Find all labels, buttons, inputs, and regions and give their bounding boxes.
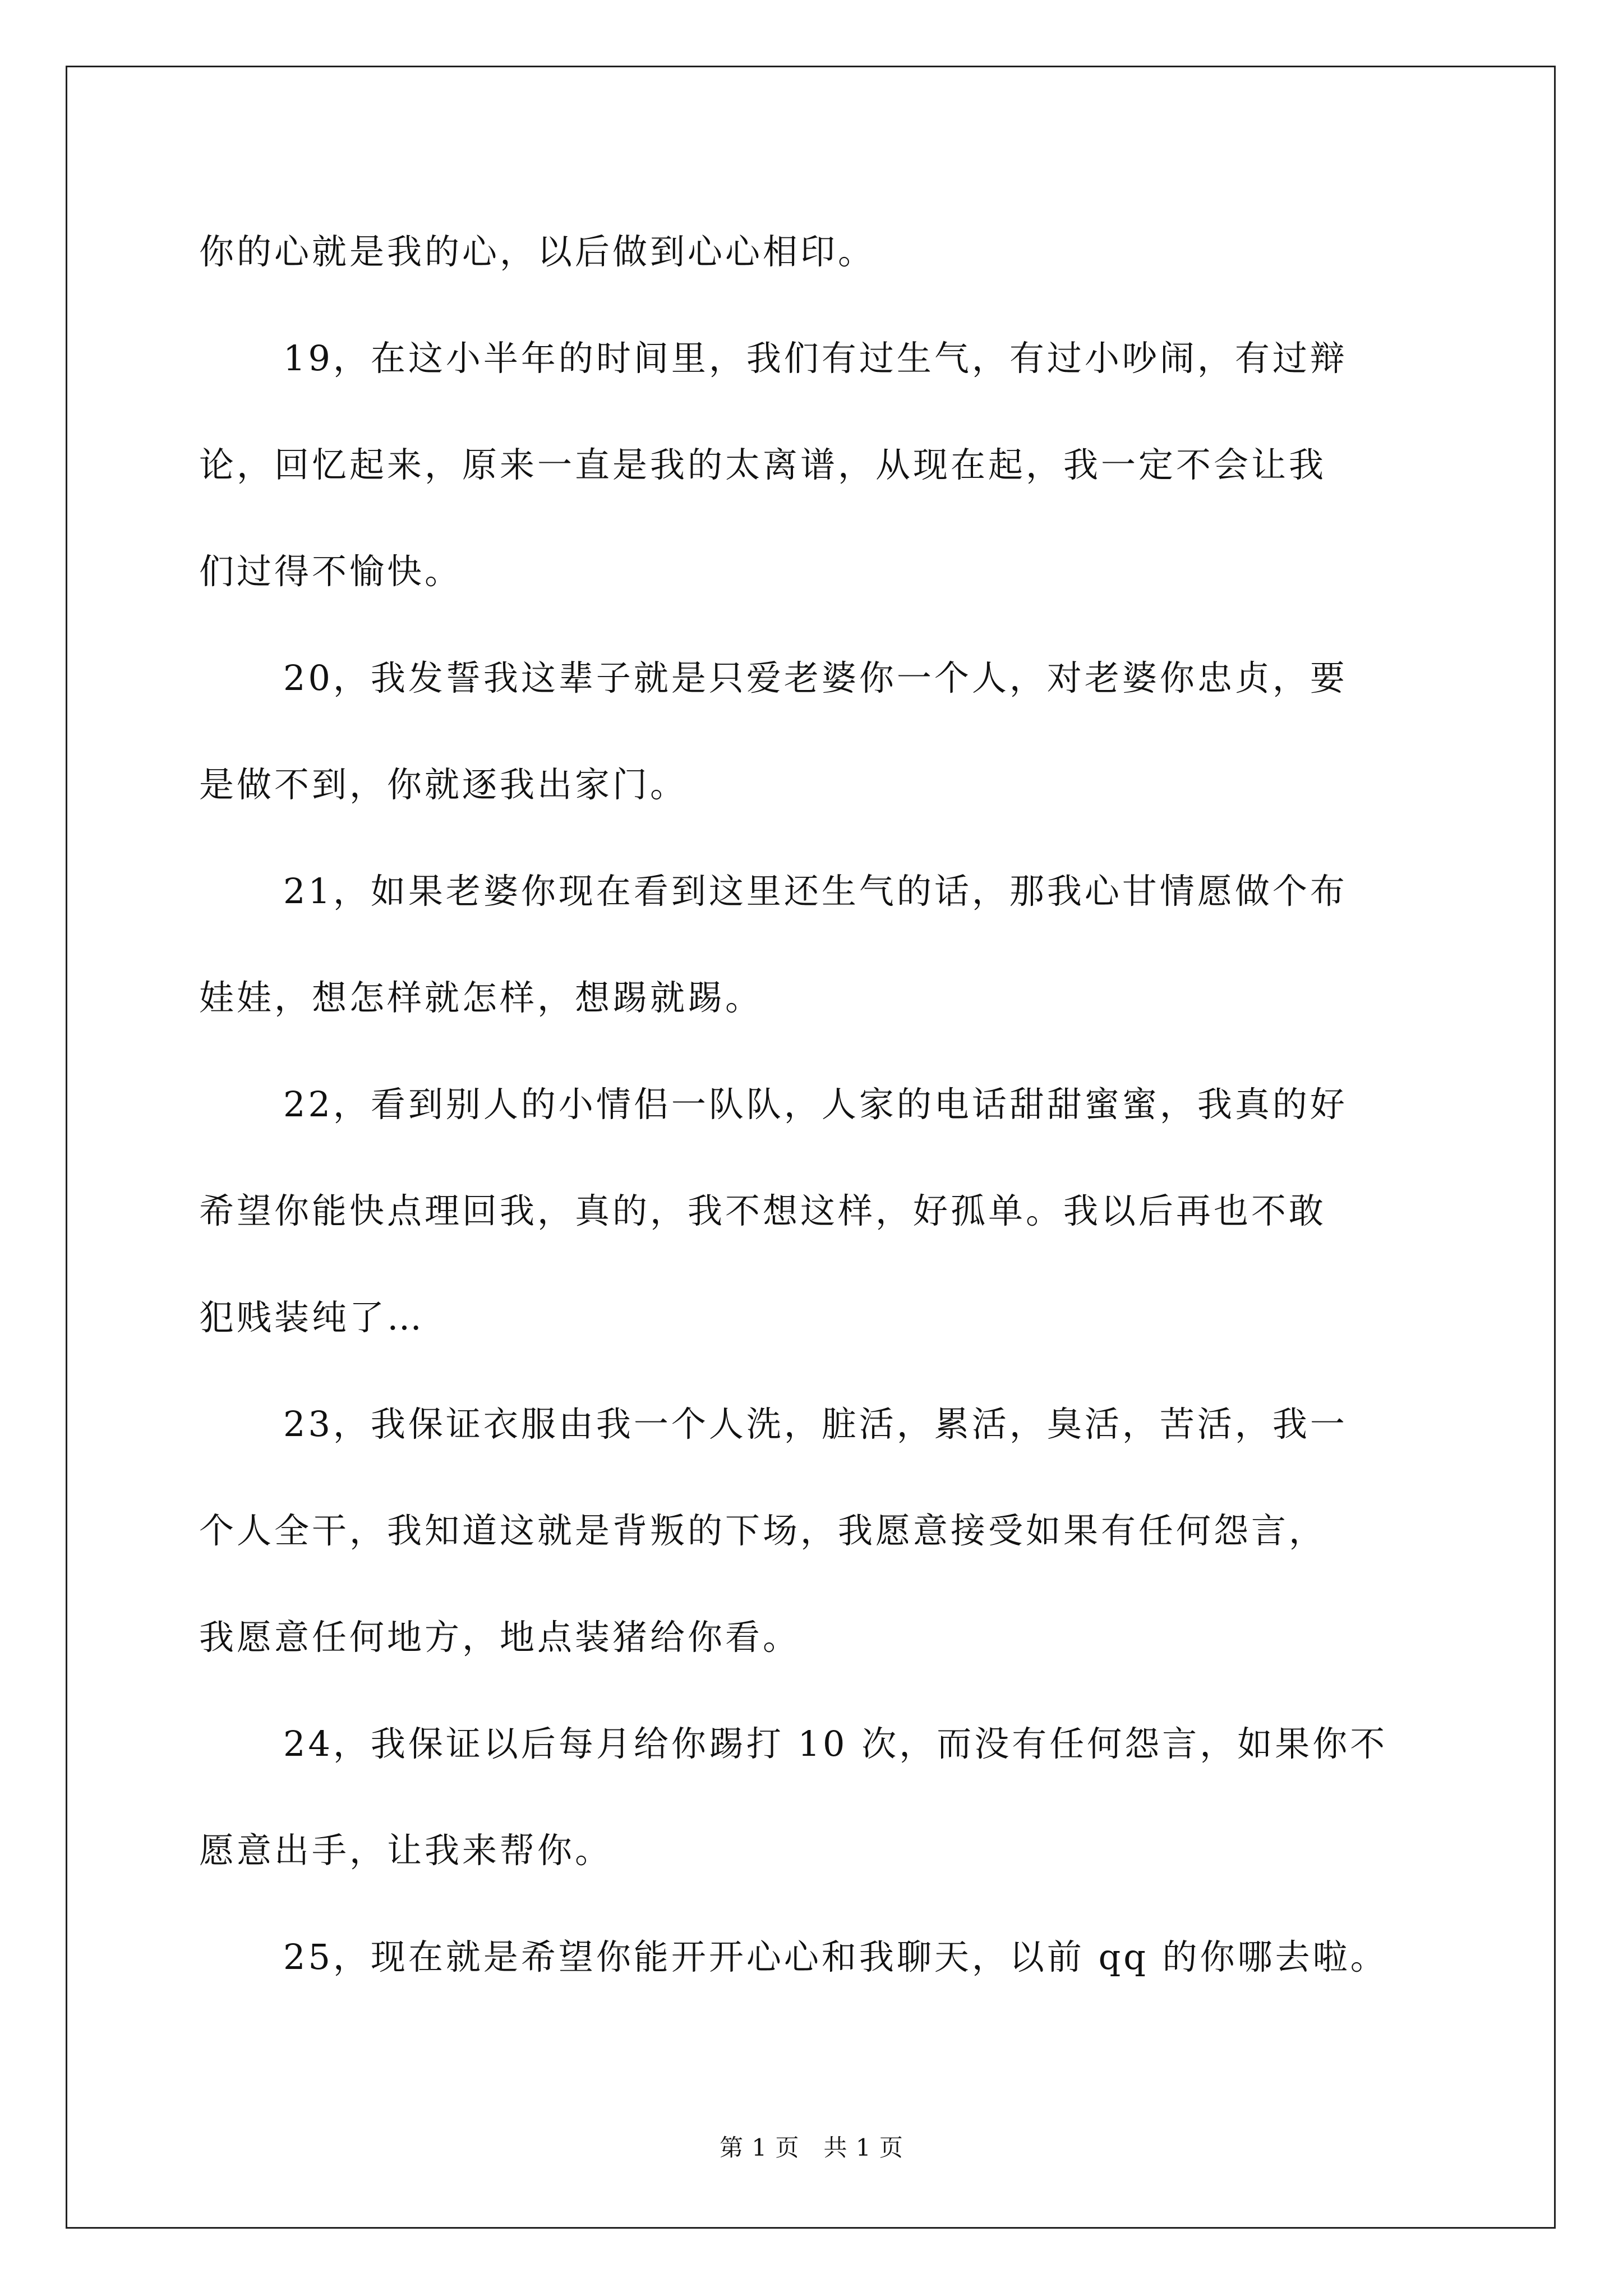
text-line: 24，我保证以后每月给你踢打 10 次，而没有任何怨言，如果你不 <box>283 1723 1388 1764</box>
text-line: 我愿意任何地方，地点装猪给你看。 <box>199 1617 801 1658</box>
text-line: 愿意出手，让我来帮你。 <box>199 1830 613 1871</box>
text-line: 21，如果老婆你现在看到这里还生气的话，那我心甘情愿做个布 <box>283 871 1348 912</box>
text-line: 们过得不愉快。 <box>199 551 463 592</box>
page-footer: 第 1 页 共 1 页 <box>720 2134 903 2161</box>
text-line: 22，看到别人的小情侣一队队，人家的电话甜甜蜜蜜，我真的好 <box>283 1084 1348 1125</box>
text-line: 你的心就是我的心，以后做到心心相印。 <box>199 231 876 272</box>
text-line: 20，我发誓我这辈子就是只爱老婆你一个人，对老婆你忠贞，要 <box>283 657 1348 698</box>
text-line: 23，我保证衣服由我一个人洗，脏活，累活，臭活，苦活，我一 <box>283 1404 1348 1444</box>
text-line: 犯贱装纯了… <box>199 1297 425 1338</box>
text-line: 娃娃，想怎样就怎样，想踢就踢。 <box>199 977 763 1018</box>
text-line: 论，回忆起来，原来一直是我的太离谱，从现在起，我一定不会让我 <box>199 444 1327 485</box>
text-line: 个人全干，我知道这就是背叛的下场，我愿意接受如果有任何怨言， <box>199 1510 1327 1551</box>
text-line: 25，现在就是希望你能开开心心和我聊天，以前 qq 的你哪去啦。 <box>283 1936 1388 1977</box>
text-line: 19，在这小半年的时间里，我们有过生气，有过小吵闹，有过辩 <box>283 338 1348 379</box>
text-line: 是做不到，你就逐我出家门。 <box>199 764 688 805</box>
text-line: 希望你能快点理回我，真的，我不想这样，好孤单。我以后再也不敢 <box>199 1190 1327 1231</box>
page-border <box>66 66 1556 2229</box>
